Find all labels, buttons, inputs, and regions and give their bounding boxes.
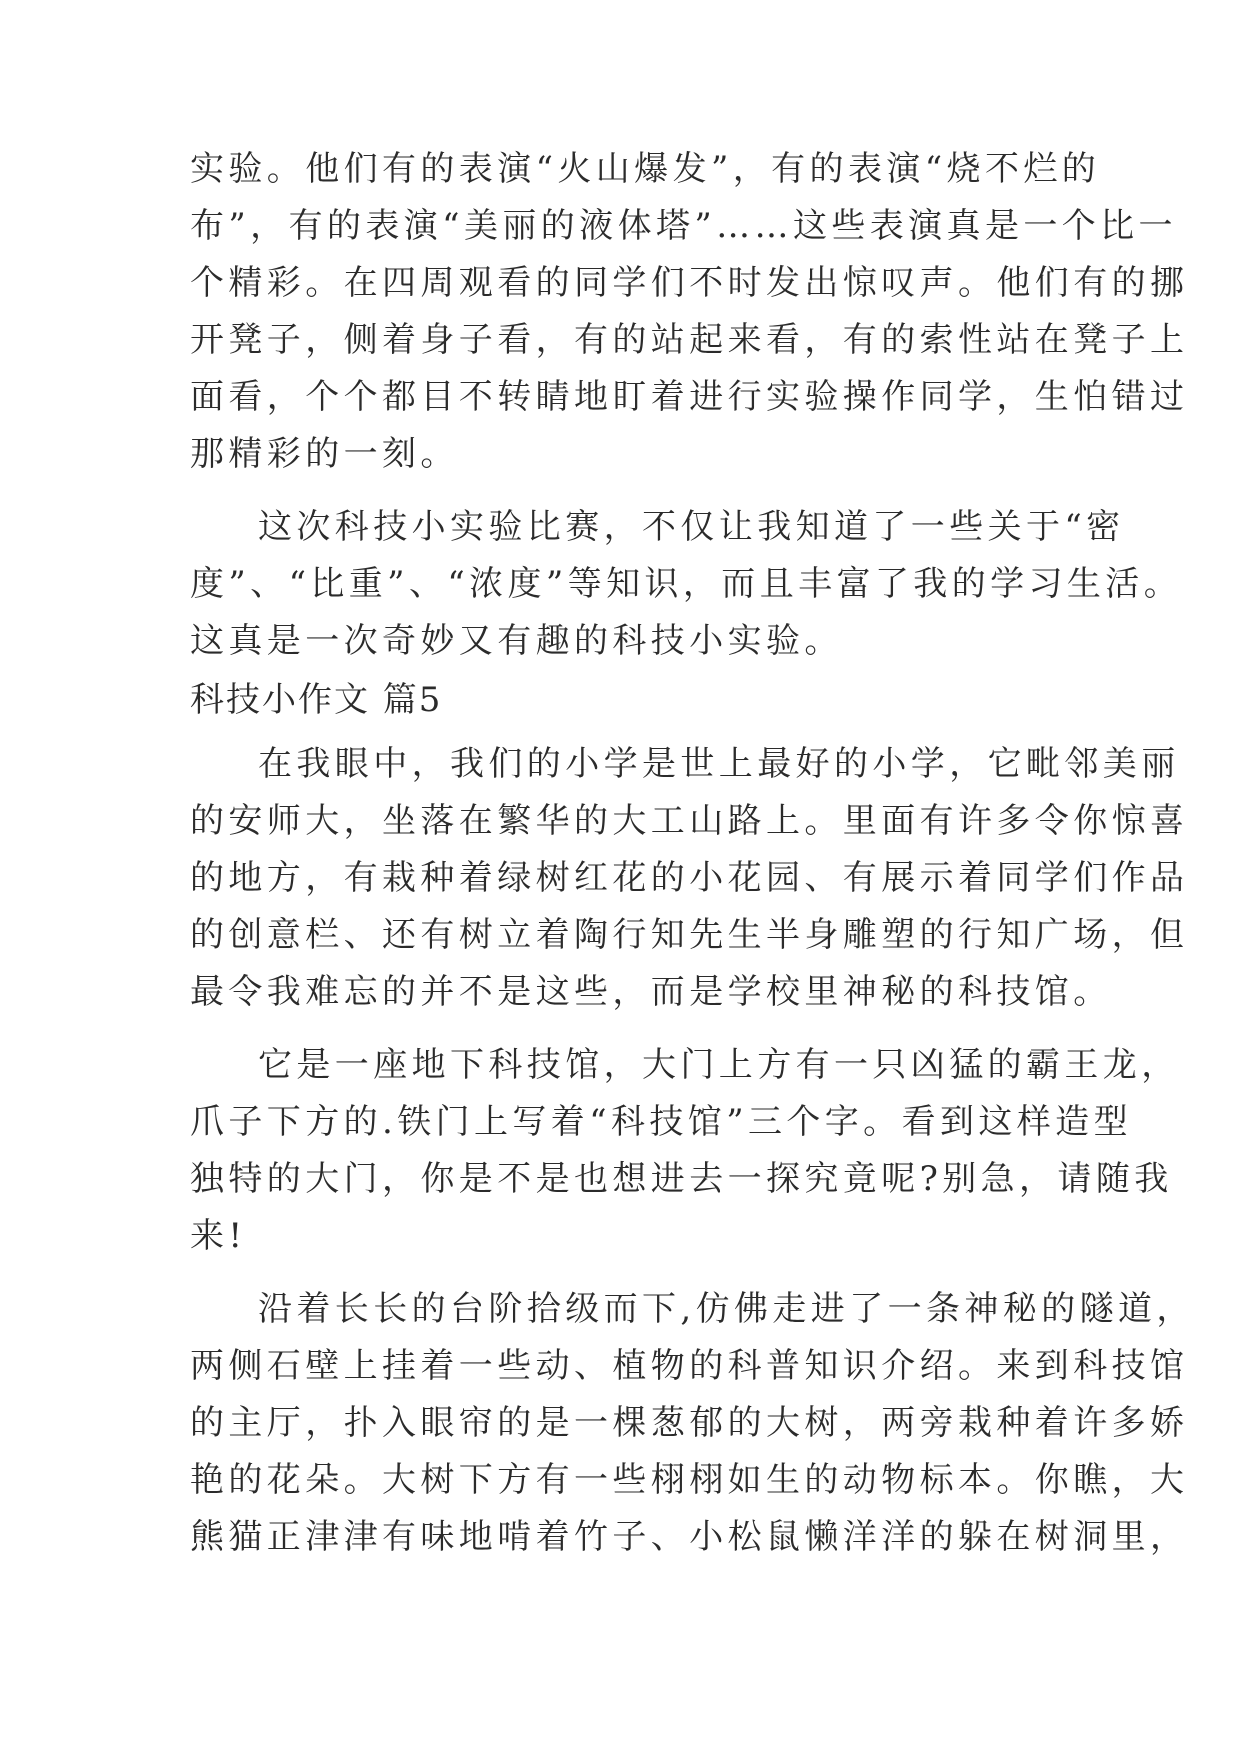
paragraph-4-line-2: 爪子下方的.铁门上写着“科技馆”三个字。看到这样造型 xyxy=(190,1102,1132,1142)
paragraph-3-line-1: 在我眼中，我们的小学是世上最好的小学，它毗邻美丽 xyxy=(258,744,1180,784)
paragraph-4-line-1: 它是一座地下科技馆，大门上方有一只凶猛的霸王龙， xyxy=(258,1045,1180,1085)
paragraph-4-line-3: 独特的大门，你是不是也想进去一探究竟呢?别急，请随我 xyxy=(190,1159,1173,1199)
paragraph-5-line-3: 的主厅，扑入眼帘的是一棵葱郁的大树，两旁栽种着许多娇 xyxy=(190,1403,1189,1443)
paragraph-1-line-2: 布”，有的表演“美丽的液体塔”……这些表演真是一个比一 xyxy=(190,206,1177,246)
section-heading: 科技小作文 篇5 xyxy=(190,680,443,720)
paragraph-5-line-5: 熊猫正津津有味地啃着竹子、小松鼠懒洋洋的躲在树洞里， xyxy=(190,1517,1189,1557)
paragraph-2-line-2: 度”、“比重”、“浓度”等知识，而且丰富了我的学习生活。 xyxy=(190,564,1183,604)
paragraph-1-line-3: 个精彩。在四周观看的同学们不时发出惊叹声。他们有的挪 xyxy=(190,263,1189,303)
paragraph-5-line-2: 两侧石壁上挂着一些动、植物的科普知识介绍。来到科技馆 xyxy=(190,1346,1189,1386)
paragraph-1-line-5: 面看，个个都目不转睛地盯着进行实验操作同学，生怕错过 xyxy=(190,377,1189,417)
paragraph-1-line-6: 那精彩的一刻。 xyxy=(190,434,459,474)
paragraph-3-line-3: 的地方，有栽种着绿树红花的小花园、有展示着同学们作品 xyxy=(190,858,1189,898)
paragraph-2-line-3: 这真是一次奇妙又有趣的科技小实验。 xyxy=(190,621,843,661)
paragraph-5-line-1: 沿着长长的台阶拾级而下,仿佛走进了一条神秘的隧道， xyxy=(258,1289,1195,1329)
paragraph-3-line-4: 的创意栏、还有树立着陶行知先生半身雕塑的行知广场，但 xyxy=(190,915,1189,955)
paragraph-5-line-4: 艳的花朵。大树下方有一些栩栩如生的动物标本。你瞧，大 xyxy=(190,1460,1189,1500)
paragraph-1-line-1: 实验。他们有的表演“火山爆发”，有的表演“烧不烂的 xyxy=(190,149,1101,189)
paragraph-2-line-1: 这次科技小实验比赛，不仅让我知道了一些关于“密 xyxy=(258,507,1125,547)
paragraph-1-line-4: 开凳子，侧着身子看，有的站起来看，有的索性站在凳子上 xyxy=(190,320,1189,360)
paragraph-3-line-2: 的安师大，坐落在繁华的大工山路上。里面有许多令你惊喜 xyxy=(190,801,1189,841)
paragraph-3-line-5: 最令我难忘的并不是这些，而是学校里神秘的科技馆。 xyxy=(190,972,1112,1012)
paragraph-4-line-4: 来! xyxy=(190,1216,247,1256)
